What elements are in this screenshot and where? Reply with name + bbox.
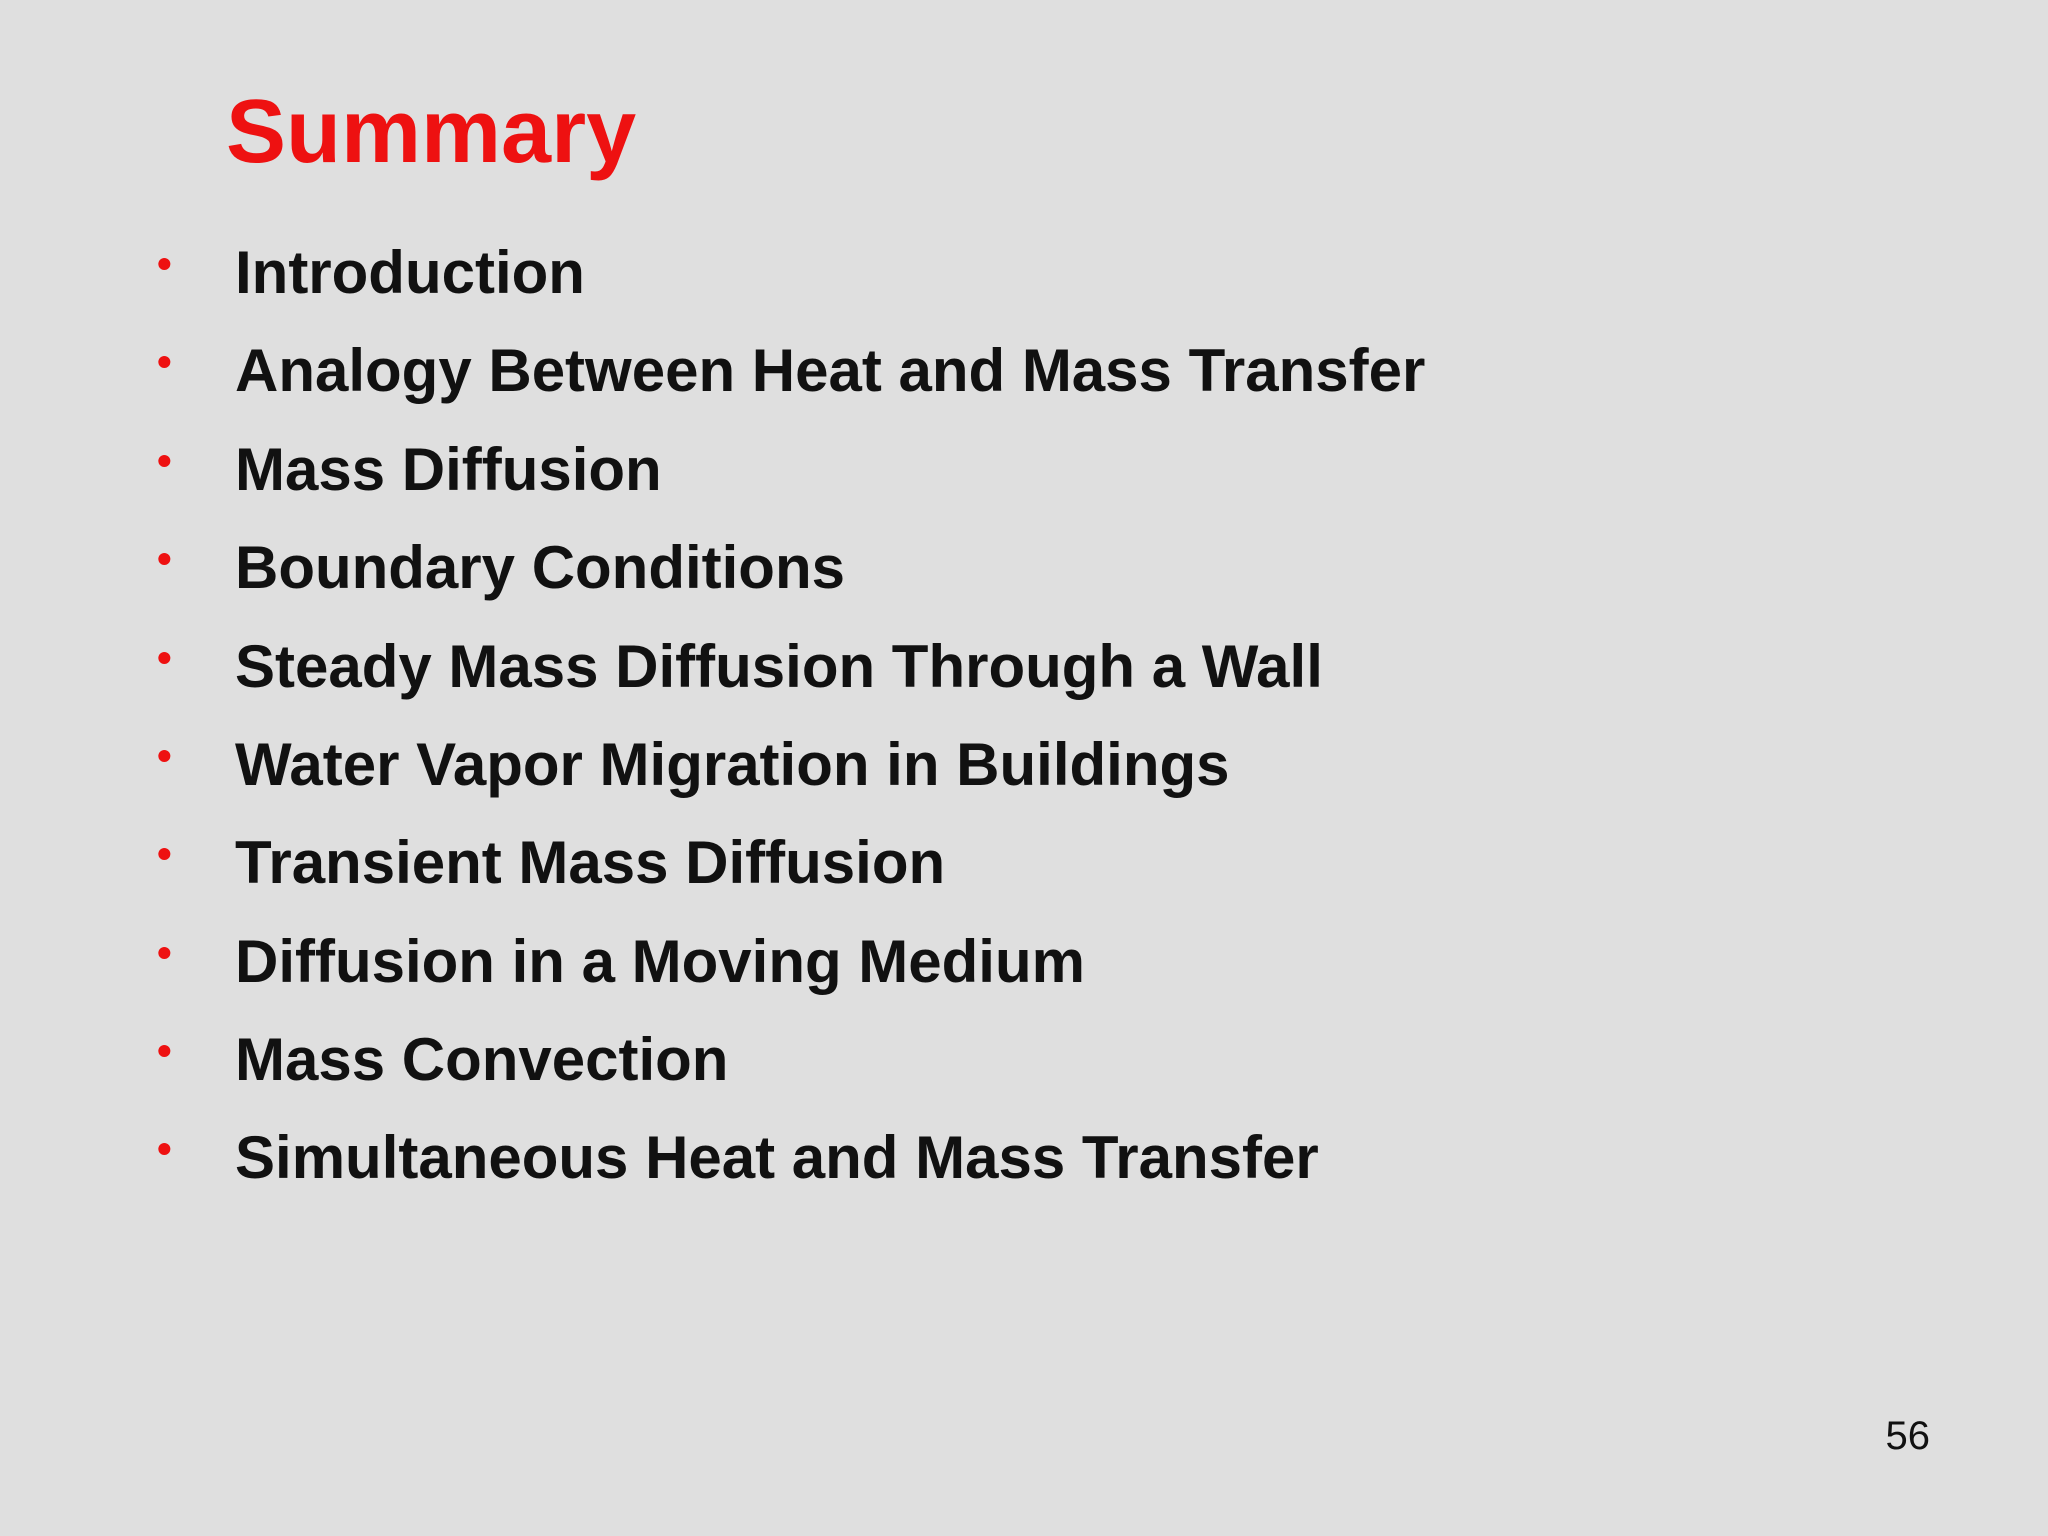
slide-title: Summary [226, 82, 637, 182]
bullet-item-introduction [0, 228, 1700, 318]
bullet-text: Steady Mass Diffusion Through a Wall [235, 633, 1323, 700]
bullet-point-icon: • [157, 240, 172, 287]
bullet-text: Mass Convection [235, 1026, 729, 1093]
bullet-point-icon: • [157, 1027, 172, 1074]
bullet-item-boundary-conditions [0, 523, 1700, 613]
bullet-point-icon: • [157, 338, 172, 385]
bullet-text: Transient Mass Diffusion [235, 829, 946, 896]
bullet-text: Analogy Between Heat and Mass Transfer [235, 337, 1426, 404]
bullet-text: Diffusion in a Moving Medium [235, 928, 1085, 995]
bullet-item-moving-medium [0, 917, 1700, 1007]
bullet-item-water-vapor [0, 720, 1700, 810]
bullet-item-mass-diffusion [0, 425, 1700, 515]
bullet-item-steady-diffusion [0, 622, 1700, 712]
bullet-text: Water Vapor Migration in Buildings [235, 731, 1230, 798]
bullet-item-analogy [0, 326, 1700, 416]
bullet-point-icon: • [157, 535, 172, 582]
bullet-point-icon: • [157, 1125, 172, 1172]
bullet-text: Boundary Conditions [235, 534, 845, 601]
bullet-point-icon: • [157, 437, 172, 484]
bullet-text: Simultaneous Heat and Mass Transfer [235, 1124, 1319, 1191]
bullet-text: Mass Diffusion [235, 436, 662, 503]
bullet-item-simultaneous-transfer [0, 1113, 1700, 1203]
bullet-point-icon: • [157, 634, 172, 681]
bullet-point-icon: • [157, 929, 172, 976]
bullet-point-icon: • [157, 732, 172, 779]
bullet-item-transient-diffusion [0, 818, 1700, 908]
page-number: 56 [1885, 1414, 1930, 1458]
bullet-text: Introduction [235, 239, 585, 306]
bullet-point-icon: • [157, 830, 172, 877]
bullet-item-mass-convection [0, 1015, 1700, 1105]
